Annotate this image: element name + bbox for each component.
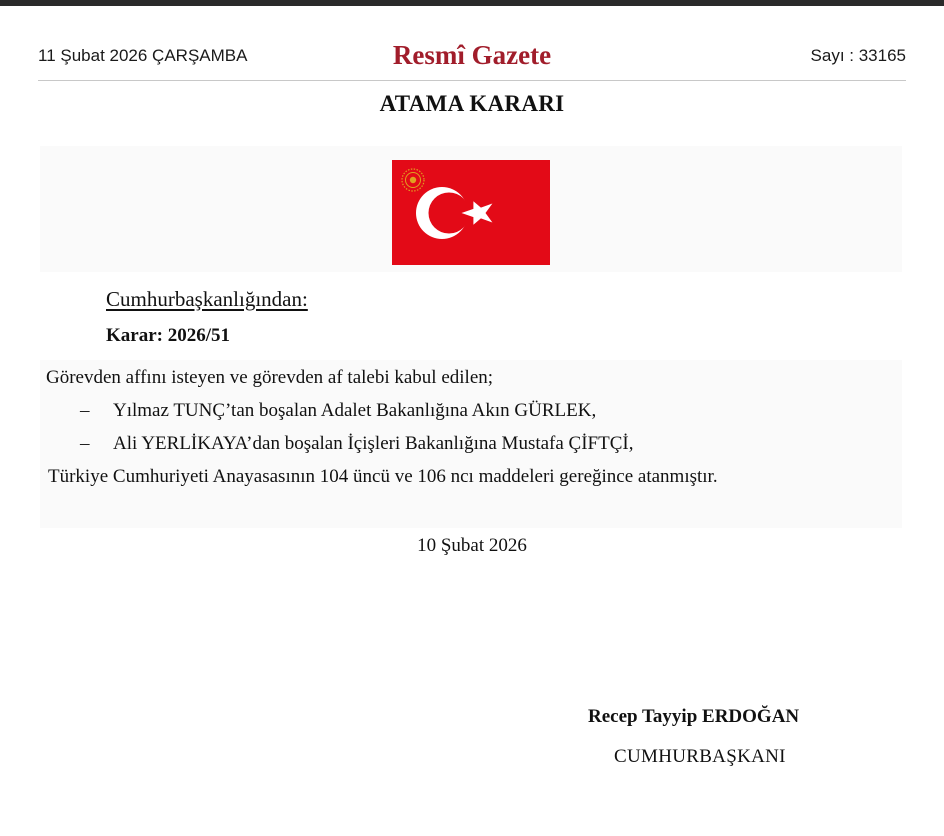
document-title: ATAMA KARARI [379,91,565,116]
appointment-item [80,400,596,422]
list-dash: – [80,433,90,454]
header-divider [38,80,906,81]
issuing-authority: Cumhurbaşkanlığından: [106,287,308,311]
signatory-name: Recep Tayyip ERDOĞAN [588,706,800,727]
intro-paragraph: Görevden affını isteyen ve görevden af talebi kabul edilen; [46,367,494,388]
decision-date: 10 Şubat 2026 [417,535,527,556]
header-date: 11 Şubat 2026 ÇARŞAMBA [38,46,248,65]
appointment-text: Yılmaz TUNÇ’tan boşalan Adalet Bakanlığına Akın GÜRLEK, [113,400,597,421]
issue-number: Sayı : 33165 [810,46,906,65]
decision-number: Karar: 2026/51 [106,325,231,346]
signatory-title: CUMHURBAŞKANI [614,746,786,767]
publication-title: Resmî Gazete [392,40,552,70]
list-dash: – [80,400,90,421]
closing-paragraph: Türkiye Cumhuriyeti Anayasasının 104 üncü ve 106 ncı maddeleri gereğince atanmıştır. [48,466,718,487]
appointment-item [80,433,633,455]
appointment-text: Ali YERLİKAYA’dan boşalan İçişleri Bakanlığına Mustafa ÇİFTÇİ, [113,433,634,454]
turkish-flag-icon [392,160,550,265]
